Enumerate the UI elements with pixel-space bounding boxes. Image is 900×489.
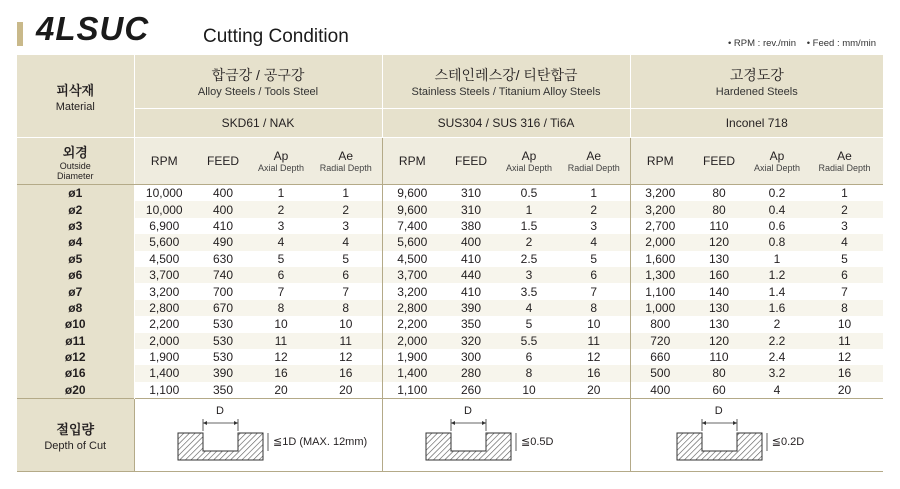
ap-label: Ap <box>521 149 537 163</box>
value-cell: 400 <box>194 185 252 202</box>
group-en: Stainless Steels / Titanium Alloy Steels <box>411 86 601 98</box>
value-cell: 8 <box>252 300 310 316</box>
diameter-cell: ø1 <box>17 185 134 202</box>
value-cell: 500 <box>630 365 690 381</box>
group-ko: 합금강 / 공구강 <box>211 67 305 83</box>
accent-bar <box>17 22 23 46</box>
value-cell: 1,400 <box>134 365 194 381</box>
value-cell: 2,000 <box>382 333 442 349</box>
group-en: Alloy Steels / Tools Steel <box>197 86 319 98</box>
value-cell: 380 <box>442 218 500 234</box>
value-cell: 400 <box>442 234 500 250</box>
table-row <box>17 185 883 202</box>
value-cell: 7,400 <box>382 218 442 234</box>
value-cell: 3,700 <box>134 267 194 283</box>
value-cell: 8 <box>500 365 558 381</box>
value-cell: 1,100 <box>134 382 194 399</box>
value-cell: 160 <box>690 267 748 283</box>
value-cell: 3.2 <box>748 365 806 381</box>
col-rpm: RPM <box>630 138 690 185</box>
table-row <box>17 267 883 283</box>
col-ae <box>806 138 883 185</box>
value-cell: 2,000 <box>630 234 690 250</box>
value-cell: 1 <box>500 201 558 217</box>
value-cell: 5 <box>500 316 558 332</box>
depth-of-cut-diagram-icon <box>637 405 877 465</box>
value-cell: 7 <box>310 283 382 299</box>
unit-legend <box>720 38 876 49</box>
col-feed: FEED <box>690 138 748 185</box>
value-cell: 2 <box>748 316 806 332</box>
value-cell: 7 <box>806 283 883 299</box>
ae-sub: Radial Depth <box>818 163 871 173</box>
value-cell: 6 <box>310 267 382 283</box>
value-cell: 2.2 <box>748 333 806 349</box>
value-cell: 3 <box>310 218 382 234</box>
value-cell: 2 <box>252 201 310 217</box>
value-cell: 530 <box>194 316 252 332</box>
value-cell: 3,200 <box>382 283 442 299</box>
value-cell: 3,200 <box>134 283 194 299</box>
value-cell: 490 <box>194 234 252 250</box>
ap-sub: Axial Depth <box>753 163 801 173</box>
value-cell: 130 <box>690 300 748 316</box>
diameter-cell: ø7 <box>17 283 134 299</box>
table-row <box>17 300 883 316</box>
od-header <box>17 138 134 185</box>
col-ap <box>748 138 806 185</box>
col-ae <box>558 138 630 185</box>
value-cell: 1.6 <box>748 300 806 316</box>
diameter-cell: ø2 <box>17 201 134 217</box>
value-cell: 80 <box>690 201 748 217</box>
diameter-cell: ø16 <box>17 365 134 381</box>
value-cell: 300 <box>442 349 500 365</box>
table-row <box>17 333 883 349</box>
value-cell: 11 <box>252 333 310 349</box>
value-cell: 4 <box>310 234 382 250</box>
depth-diagram <box>386 405 626 465</box>
data-rows <box>17 185 883 399</box>
value-cell: 0.6 <box>748 218 806 234</box>
doc-cell-stainless <box>382 399 630 472</box>
diameter-cell: ø4 <box>17 234 134 250</box>
col-rpm: RPM <box>382 138 442 185</box>
doc-cell-alloy <box>134 399 382 472</box>
value-cell: 390 <box>194 365 252 381</box>
value-cell: 6 <box>500 349 558 365</box>
diameter-cell: ø10 <box>17 316 134 332</box>
value-cell: 660 <box>630 349 690 365</box>
od-en-2: Diameter <box>56 170 94 181</box>
value-cell: 2,800 <box>134 300 194 316</box>
ap-sub: Axial Depth <box>505 163 553 173</box>
group-en: Hardened Steels <box>715 86 798 98</box>
value-cell: 2,000 <box>134 333 194 349</box>
value-cell: 5,600 <box>382 234 442 250</box>
value-cell: 410 <box>442 251 500 267</box>
value-cell: 4 <box>806 234 883 250</box>
value-cell: 8 <box>558 300 630 316</box>
value-cell: 410 <box>442 283 500 299</box>
value-cell: 20 <box>806 382 883 399</box>
value-cell: 130 <box>690 316 748 332</box>
value-cell: 20 <box>310 382 382 399</box>
diagram-d-label: D <box>714 405 723 418</box>
doc-en: Depth of Cut <box>44 439 107 452</box>
value-cell: 0.4 <box>748 201 806 217</box>
diagram-d-label: D <box>464 405 472 418</box>
table-row <box>17 316 883 332</box>
value-cell: 2.4 <box>748 349 806 365</box>
group-ko: 스테인레스강/ 티탄합금 <box>434 67 578 83</box>
diameter-cell: ø6 <box>17 267 134 283</box>
value-cell: 140 <box>690 283 748 299</box>
doc-value: ≦1D (MAX. 12mm) <box>273 436 368 449</box>
value-cell: 0.2 <box>748 185 806 202</box>
value-cell: 280 <box>442 365 500 381</box>
value-cell: 2,700 <box>630 218 690 234</box>
value-cell: 11 <box>558 333 630 349</box>
grade-stainless: SUS304 / SUS 316 / Ti6A <box>382 109 630 138</box>
unit-feed: • Feed : mm/min <box>806 38 876 49</box>
value-cell: 8 <box>806 300 883 316</box>
table-row <box>17 382 883 399</box>
value-cell: 320 <box>442 333 500 349</box>
value-cell: 16 <box>252 365 310 381</box>
doc-header <box>17 399 134 472</box>
value-cell: 20 <box>252 382 310 399</box>
value-cell: 5 <box>252 251 310 267</box>
value-cell: 1,400 <box>382 365 442 381</box>
value-cell: 390 <box>442 300 500 316</box>
value-cell: 2,200 <box>134 316 194 332</box>
page-title: Cutting Condition <box>203 26 349 47</box>
value-cell: 4 <box>558 234 630 250</box>
value-cell: 1 <box>748 251 806 267</box>
value-cell: 12 <box>558 349 630 365</box>
group-stainless-steel <box>382 55 630 109</box>
value-cell: 5 <box>558 251 630 267</box>
table-row <box>17 234 883 250</box>
value-cell: 1.4 <box>748 283 806 299</box>
value-cell: 350 <box>194 382 252 399</box>
value-cell: 530 <box>194 333 252 349</box>
value-cell: 2 <box>806 201 883 217</box>
value-cell: 3,700 <box>382 267 442 283</box>
value-cell: 400 <box>630 382 690 399</box>
value-cell: 60 <box>690 382 748 399</box>
value-cell: 2.5 <box>500 251 558 267</box>
od-en-1: Outside <box>59 160 91 171</box>
value-cell: 440 <box>442 267 500 283</box>
table-row <box>17 365 883 381</box>
col-feed: FEED <box>194 138 252 185</box>
value-cell: 12 <box>310 349 382 365</box>
depth-diagram <box>138 405 378 465</box>
value-cell: 2 <box>310 201 382 217</box>
value-cell: 6 <box>558 267 630 283</box>
value-cell: 3.5 <box>500 283 558 299</box>
value-cell: 2 <box>558 201 630 217</box>
grade-hardened: Inconel 718 <box>630 109 883 138</box>
diameter-cell: ø12 <box>17 349 134 365</box>
group-ko: 고경도강 <box>729 67 784 83</box>
material-en: Material <box>55 100 95 113</box>
table-row <box>17 218 883 234</box>
doc-value: ≦0.5D <box>521 436 554 449</box>
table-row <box>17 251 883 267</box>
value-cell: 8 <box>310 300 382 316</box>
value-cell: 1.5 <box>500 218 558 234</box>
value-cell: 2 <box>500 234 558 250</box>
group-header-row <box>17 55 883 109</box>
value-cell: 4,500 <box>134 251 194 267</box>
value-cell: 5,600 <box>134 234 194 250</box>
diameter-cell: ø3 <box>17 218 134 234</box>
value-cell: 16 <box>310 365 382 381</box>
value-cell: 110 <box>690 349 748 365</box>
value-cell: 630 <box>194 251 252 267</box>
value-cell: 10 <box>252 316 310 332</box>
value-cell: 670 <box>194 300 252 316</box>
value-cell: 3 <box>500 267 558 283</box>
value-cell: 350 <box>442 316 500 332</box>
value-cell: 3 <box>252 218 310 234</box>
value-cell: 1,600 <box>630 251 690 267</box>
value-cell: 10 <box>558 316 630 332</box>
ap-label: Ap <box>273 149 289 163</box>
od-ko: 외경 <box>62 144 88 160</box>
table-row <box>17 283 883 299</box>
value-cell: 4 <box>252 234 310 250</box>
value-cell: 10 <box>310 316 382 332</box>
value-cell: 16 <box>558 365 630 381</box>
value-cell: 10 <box>500 382 558 399</box>
table-row <box>17 201 883 217</box>
value-cell: 0.5 <box>500 185 558 202</box>
value-cell: 410 <box>194 218 252 234</box>
value-cell: 260 <box>442 382 500 399</box>
value-cell: 2,800 <box>382 300 442 316</box>
value-cell: 5.5 <box>500 333 558 349</box>
value-cell: 4,500 <box>382 251 442 267</box>
ae-sub: Radial Depth <box>567 163 620 173</box>
grade-row <box>17 109 883 138</box>
value-cell: 3 <box>558 218 630 234</box>
value-cell: 7 <box>252 283 310 299</box>
col-feed: FEED <box>442 138 500 185</box>
table-row <box>17 349 883 365</box>
ae-sub: Radial Depth <box>319 163 372 173</box>
group-alloy-steel <box>134 55 382 109</box>
value-cell: 4 <box>500 300 558 316</box>
value-cell: 5 <box>310 251 382 267</box>
page-header <box>0 0 900 52</box>
depth-diagram <box>637 405 877 465</box>
value-cell: 6 <box>806 267 883 283</box>
diameter-cell: ø5 <box>17 251 134 267</box>
value-cell: 120 <box>690 333 748 349</box>
value-cell: 16 <box>806 365 883 381</box>
ae-label: Ae <box>338 149 354 163</box>
doc-ko: 절입량 <box>56 421 95 437</box>
ap-label: Ap <box>769 149 785 163</box>
depth-of-cut-row <box>17 399 883 472</box>
value-cell: 3 <box>806 218 883 234</box>
cutting-condition-table <box>17 55 883 472</box>
ae-label: Ae <box>586 149 602 163</box>
value-cell: 1 <box>310 185 382 202</box>
value-cell: 10,000 <box>134 185 194 202</box>
value-cell: 11 <box>806 333 883 349</box>
value-cell: 12 <box>806 349 883 365</box>
material-header <box>17 55 134 138</box>
value-cell: 310 <box>442 201 500 217</box>
value-cell: 9,600 <box>382 185 442 202</box>
value-cell: 1,900 <box>134 349 194 365</box>
value-cell: 1 <box>558 185 630 202</box>
value-cell: 6 <box>252 267 310 283</box>
value-cell: 400 <box>194 201 252 217</box>
value-cell: 120 <box>690 234 748 250</box>
value-cell: 1 <box>806 185 883 202</box>
value-cell: 530 <box>194 349 252 365</box>
grade-alloy: SKD61 / NAK <box>134 109 382 138</box>
group-hardened-steel <box>630 55 883 109</box>
material-ko: 피삭재 <box>56 82 95 98</box>
value-cell: 80 <box>690 185 748 202</box>
value-cell: 740 <box>194 267 252 283</box>
column-header-row <box>17 138 883 185</box>
value-cell: 7 <box>558 283 630 299</box>
depth-of-cut-diagram-icon <box>386 405 626 465</box>
value-cell: 20 <box>558 382 630 399</box>
col-ap <box>252 138 310 185</box>
value-cell: 1,100 <box>630 283 690 299</box>
col-ap <box>500 138 558 185</box>
value-cell: 110 <box>690 218 748 234</box>
col-rpm: RPM <box>134 138 194 185</box>
value-cell: 1,300 <box>630 267 690 283</box>
value-cell: 10 <box>806 316 883 332</box>
value-cell: 80 <box>690 365 748 381</box>
value-cell: 6,900 <box>134 218 194 234</box>
value-cell: 4 <box>748 382 806 399</box>
value-cell: 3,200 <box>630 201 690 217</box>
value-cell: 1.2 <box>748 267 806 283</box>
diameter-cell: ø8 <box>17 300 134 316</box>
doc-value: ≦0.2D <box>771 436 805 449</box>
ae-label: Ae <box>837 149 852 163</box>
value-cell: 1,000 <box>630 300 690 316</box>
diameter-cell: ø11 <box>17 333 134 349</box>
value-cell: 310 <box>442 185 500 202</box>
ap-sub: Axial Depth <box>257 163 305 173</box>
value-cell: 1 <box>252 185 310 202</box>
value-cell: 720 <box>630 333 690 349</box>
value-cell: 11 <box>310 333 382 349</box>
unit-rpm: • RPM : rev./min <box>727 38 797 49</box>
diagram-d-label: D <box>216 405 224 418</box>
value-cell: 3,200 <box>630 185 690 202</box>
value-cell: 10,000 <box>134 201 194 217</box>
value-cell: 9,600 <box>382 201 442 217</box>
value-cell: 700 <box>194 283 252 299</box>
value-cell: 12 <box>252 349 310 365</box>
doc-cell-hardened <box>630 399 883 472</box>
value-cell: 130 <box>690 251 748 267</box>
value-cell: 5 <box>806 251 883 267</box>
diameter-cell: ø20 <box>17 382 134 399</box>
value-cell: 1,900 <box>382 349 442 365</box>
col-ae <box>310 138 382 185</box>
value-cell: 800 <box>630 316 690 332</box>
value-cell: 0.8 <box>748 234 806 250</box>
value-cell: 1,100 <box>382 382 442 399</box>
value-cell: 2,200 <box>382 316 442 332</box>
product-logo: 4LSUC <box>36 10 150 47</box>
